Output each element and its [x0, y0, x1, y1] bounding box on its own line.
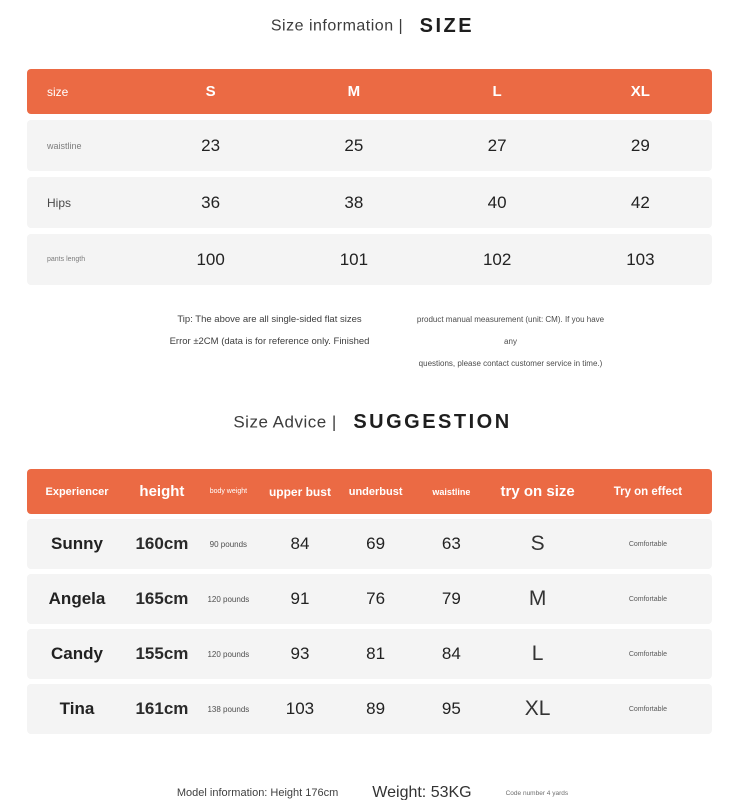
cell-underbust: 69 [366, 534, 386, 553]
tip-line: Tip: The above are all single-sided flat sizes [177, 314, 362, 325]
cell-waistline: 95 [441, 699, 461, 718]
size-information-title [0, 0, 745, 38]
suggestion-table-header-row [27, 469, 712, 514]
cell-underbust: 81 [366, 644, 386, 663]
cell-value: 100 [196, 249, 225, 269]
cell-try-on-size: S [530, 532, 545, 555]
cell-body-weight: 120 pounds [207, 594, 250, 604]
header-body-weight: body weight [209, 488, 248, 495]
size-table-header-s: S [205, 83, 216, 100]
cell-body-weight: 138 pounds [207, 704, 250, 714]
size-information-title-text: Size information | [270, 17, 404, 35]
cell-height: 161cm [135, 699, 189, 718]
size-information-title-size: SIZE [419, 15, 475, 37]
cell-try-on-size: M [528, 587, 547, 610]
cell-body-weight: 120 pounds [207, 649, 250, 659]
code-number-text: Code number 4 yards [505, 789, 569, 797]
size-table-header-l: L [492, 83, 502, 100]
model-weight-text: Weight: 53KG [372, 784, 472, 800]
tip-line: questions, please contact customer service in time.) [418, 359, 603, 368]
tip-line: Error ±2CM (data is for reference only. Finished [169, 336, 370, 347]
table-row-angela [27, 574, 712, 624]
cell-effect: Comfortable [628, 705, 667, 713]
cell-value: 101 [339, 249, 369, 269]
tip-line: product manual measurement (unit: CM). If you have any [416, 315, 605, 346]
cell-underbust: 76 [366, 589, 386, 608]
header-height: height [139, 483, 185, 500]
size-table-header-row [27, 69, 712, 114]
suggestion-table [27, 469, 712, 734]
cell-value: 23 [201, 135, 221, 155]
header-try-on-effect: Try on effect [613, 485, 683, 498]
cell-upper-bust: 91 [290, 589, 310, 608]
header-underbust: underbust [348, 485, 403, 498]
size-advice-title [0, 411, 745, 434]
cell-waistline: 79 [441, 589, 461, 608]
table-row-hips [27, 177, 712, 228]
cell-effect: Comfortable [628, 540, 667, 548]
cell-height: 160cm [135, 534, 189, 553]
cell-waistline: 63 [441, 534, 461, 553]
cell-upper-bust: 103 [285, 699, 315, 718]
tip-right-column [415, 309, 607, 375]
cell-height: 155cm [135, 644, 189, 663]
table-row-sunny [27, 519, 712, 569]
size-advice-title-suggestion: SUGGESTION [353, 411, 512, 433]
header-experiencer: Experiencer [45, 485, 109, 498]
cell-value: 103 [626, 249, 655, 269]
cell-height: 165cm [135, 589, 189, 608]
cell-value: 29 [630, 135, 650, 155]
row-label: Hips [47, 195, 72, 210]
table-row-waistline [27, 120, 712, 171]
size-table [27, 69, 712, 285]
cell-try-on-size: XL [524, 697, 551, 720]
cell-name: Sunny [51, 534, 103, 553]
size-table-header-size: size [47, 84, 69, 99]
cell-value: 25 [344, 135, 364, 155]
cell-name: Candy [51, 644, 103, 663]
measurement-tip [0, 309, 745, 375]
cell-underbust: 89 [366, 699, 386, 718]
tip-left-column [139, 309, 401, 353]
cell-body-weight: 90 pounds [209, 539, 248, 549]
cell-name: Angela [48, 589, 106, 608]
cell-value: 27 [487, 135, 507, 155]
cell-value: 36 [201, 192, 221, 212]
size-table-header-xl: XL [630, 83, 650, 100]
cell-effect: Comfortable [628, 650, 667, 658]
table-row-tina [27, 684, 712, 734]
cell-value: 42 [630, 192, 650, 212]
cell-value: 38 [344, 192, 364, 212]
model-information [0, 784, 745, 800]
row-label: waistline [47, 140, 82, 151]
size-table-header-m: M [347, 83, 361, 100]
size-advice-title-text: Size Advice | [233, 412, 337, 432]
cell-effect: Comfortable [628, 595, 667, 603]
header-upper-bust: upper bust [268, 484, 331, 499]
cell-upper-bust: 93 [290, 644, 310, 663]
model-height-text: Model information: Height 176cm [176, 787, 339, 799]
cell-value: 40 [487, 192, 507, 212]
cell-upper-bust: 84 [290, 534, 310, 553]
cell-try-on-size: L [531, 642, 544, 665]
cell-value: 102 [482, 249, 512, 269]
header-try-on-size: try on size [500, 483, 575, 500]
table-row-candy [27, 629, 712, 679]
row-label: pants length [47, 256, 86, 263]
header-waistline: waistline [432, 486, 471, 497]
cell-waistline: 84 [441, 644, 461, 663]
cell-name: Tina [59, 699, 95, 718]
table-row-pants-length [27, 234, 712, 285]
